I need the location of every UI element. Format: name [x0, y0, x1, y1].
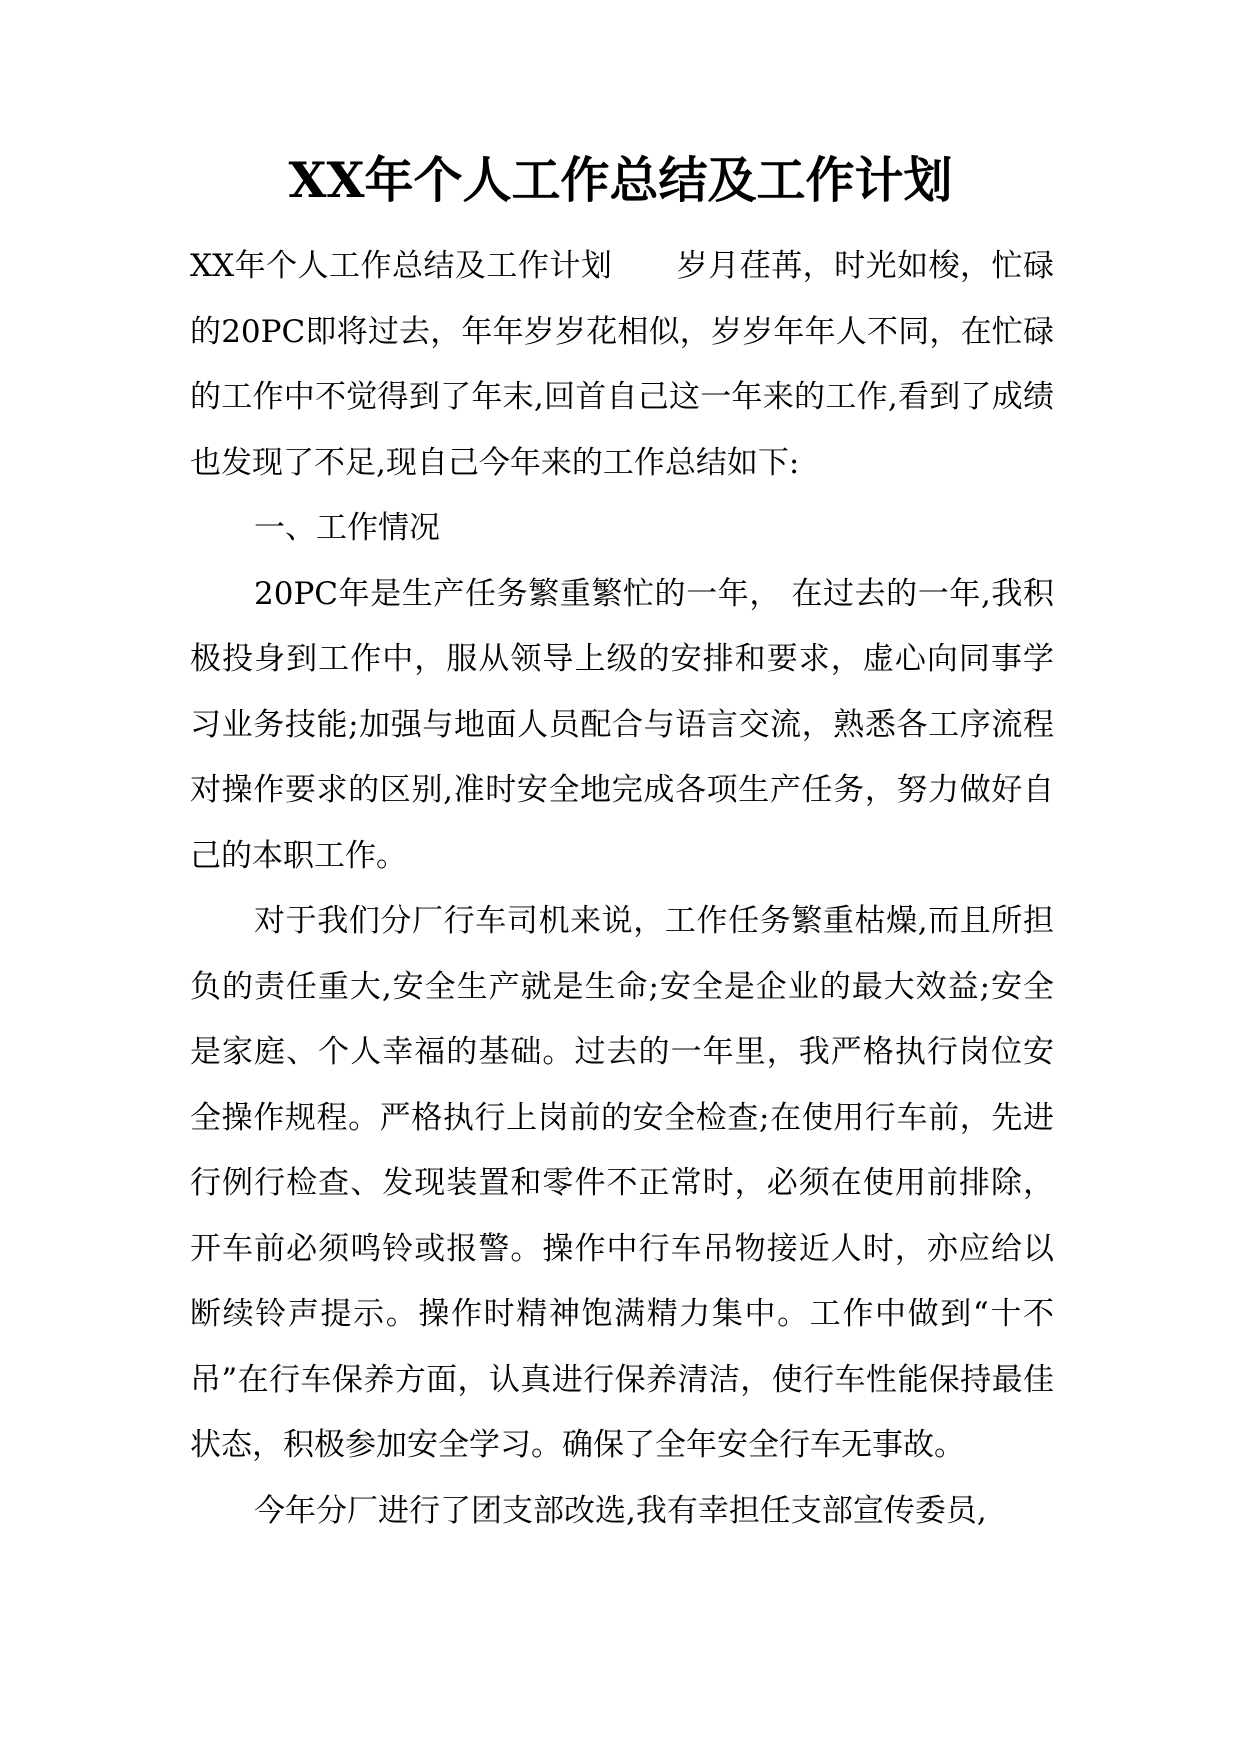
intro-heading: XX年个人工作总结及工作计划 — [190, 248, 613, 284]
intro-text: 岁月荏苒，时光如梭，忙碌的20PC即将过去，年年岁岁花相似，岁岁年年人不同，在忙碌的工作中不觉得到了年末,回首自己这一年来的工作,看到了成绩也发现了不足,现自己今年来的工作总结如下: — [190, 248, 1055, 481]
intro-paragraph — [190, 234, 1054, 496]
paragraph-safety: 对于我们分厂行车司机来说，工作任务繁重枯燥,而且所担负的责任重大,安全生产就是生命;安全是企业的最大效益;安全是家庭、个人幸福的基础。过去的一年里，我严格执行岗位安全操作规程。严格执行上岗前的安全检查;在使用行车前，先进行例行检查、发现装置和零件不正常时，必须在使用前排除，开车前必须鸣铃或报警。操作中行车吊物接近人时，亦应给以断续铃声提示。操作时精神饱满精力集中。工作中做到“十不吊”在行车保养方面，认真进行保养清洁，使行车性能保持最佳状态，积极参加安全学习。确保了全年安全行车无事故。 — [190, 903, 1054, 1463]
document-title: XX年个人工作总结及工作计划 — [288, 151, 953, 209]
paragraph-league-branch: 今年分厂进行了团支部改选,我有幸担任支部宣传委员, — [254, 1492, 987, 1529]
paragraph-production: 20PC年是生产任务繁重繁忙的一年， 在过去的一年,我积极投身到工作中，服从领导上级的安排和要求，虚心向同事学习业务技能;加强与地面人员配合与语言交流，熟悉各工序流程对操作要求的区别,准时安全地完成各项生产任务，努力做好自己的本职工作。 — [190, 575, 1054, 874]
section-heading-work: 一、工作情况 — [254, 510, 440, 546]
document-body — [190, 234, 1054, 1544]
